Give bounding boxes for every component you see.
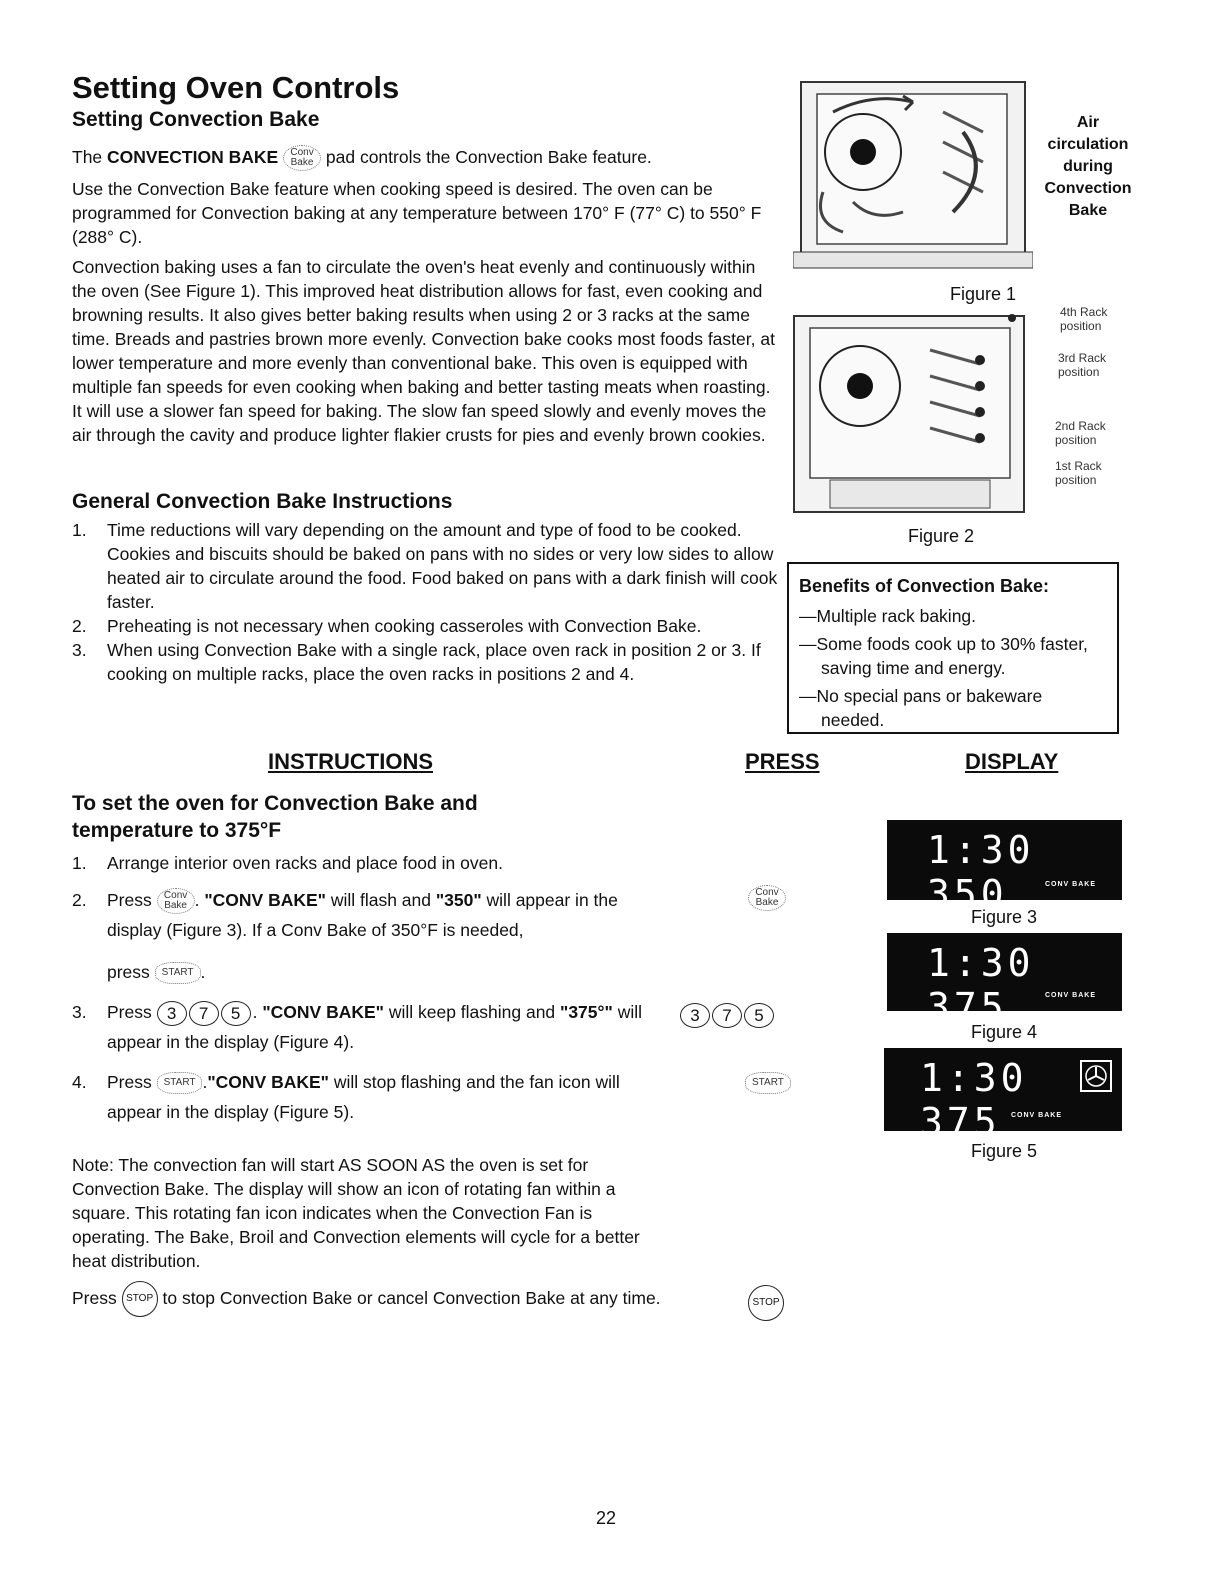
- figure-1-label: Figure 1: [950, 284, 1017, 304]
- figure-5-label: Figure 5: [971, 1141, 1038, 1161]
- conv-bake-pad-icon: Conv Bake: [157, 888, 195, 914]
- intro-paragraph-2: Convection baking uses a fan to circulate the oven's heat evenly and continuously within the oven (See Figure 1). This improved heat distribution allows for fast, even cooking and browning results. It also gives better baking results when using 2 or 3 racks at the same time. Breads and pastries brown more evenly. Convection bake cooks most foods faster, at lower temperature and more evenly than conventional bake. This oven is equipped with multiple fan speeds for even cooking when baking and better tasting meats when roasting. It will use a slower fan speed for baking. The slow fan speed slowly and evenly moves the air through the cavity and produce lighter flakier crusts for pies and evenly brown cookies.: [72, 257, 775, 446]
- page-number: 22: [596, 1508, 617, 1528]
- key-7-icon: 7: [189, 1001, 219, 1026]
- figure-2-label: Figure 2: [908, 526, 975, 546]
- figure-4-label: Figure 4: [971, 1022, 1038, 1042]
- display-temp: 350: [927, 872, 1008, 916]
- step-4: 4. Press START ."CONV BAKE" will stop flashing and the fan icon will appear in the display (Figure 5).: [72, 1072, 620, 1122]
- display-temp: 375: [920, 1100, 1001, 1144]
- benefits-heading: Benefits of Convection Bake:: [799, 576, 1050, 596]
- list-item: 1. Time reductions will vary depending on the amount and type of food to be cooked. Cookies and biscuits should be baked on pans with no sides or very low sides to allow heated air to circulate around the food. Food baked on pans with a dark finish will cook faster.: [72, 520, 778, 612]
- rack-label-3: 3rd Rack position: [1058, 351, 1107, 379]
- figure-1-caption: Air circulation during Convection Bake: [1044, 114, 1132, 219]
- stop-pad-icon: STOP: [122, 1281, 158, 1317]
- general-heading: General Convection Bake Instructions: [72, 490, 453, 513]
- display-mode-tag: CONV BAKE: [1010, 1112, 1062, 1119]
- display-figure-4: [887, 933, 1122, 1029]
- key-5-icon: 5: [221, 1001, 251, 1026]
- rack-label-1: 1st Rack position: [1055, 459, 1102, 487]
- rack-label-4: 4th Rack position: [1060, 305, 1108, 333]
- press-conv-bake: [748, 885, 786, 911]
- key-3-icon: 3: [157, 1001, 187, 1026]
- benefit-item: —No special pans or bakeware needed.: [799, 686, 1043, 730]
- press-stop: [748, 1285, 784, 1321]
- display-figure-3: [887, 820, 1122, 916]
- section-heading: Setting Convection Bake: [72, 108, 320, 131]
- step-1: 1. Arrange interior oven racks and place food in oven.: [72, 853, 503, 873]
- press-keys: [680, 1003, 776, 1028]
- intro-text: [72, 145, 780, 447]
- start-pad-icon: START: [157, 1072, 203, 1094]
- key-7-icon: 7: [712, 1003, 742, 1028]
- display-column-heading: DISPLAY: [965, 749, 1059, 774]
- figure-2-illustration: [790, 310, 1030, 520]
- stop-pad-icon: STOP: [748, 1285, 784, 1321]
- press-column-heading: PRESS: [745, 749, 820, 774]
- start-pad-icon: START: [745, 1072, 791, 1094]
- instructions-column-heading: INSTRUCTIONS: [268, 749, 433, 774]
- display-mode-tag: CONV BAKE: [1044, 881, 1096, 888]
- procedure-heading: To set the oven for Convection Bake and temperature to 375°F: [72, 792, 478, 842]
- page-title: Setting Oven Controls: [72, 70, 400, 105]
- step-2: 2. Press Conv Bake . "CONV BAKE" will flash and "350" will appear in the display (Figure 3). If a Conv Bake of 350°F is needed, press START .: [72, 885, 672, 987]
- benefit-item: —Multiple rack baking.: [799, 606, 977, 626]
- figure-1-illustration: [793, 72, 1033, 272]
- stop-instruction: Press STOP to stop Convection Bake or cancel Convection Bake at any time.: [72, 1280, 672, 1317]
- note-text: Note: The convection fan will start AS SOON AS the oven is set for Convection Bake. The display will show an icon of rotating fan within a square. This rotating fan icon indicates when the Convection Fan is operating. The Bake, Broil and Convection elements will cycle for a better heat distribution.: [72, 1155, 640, 1271]
- display-time: 1:30: [927, 828, 1035, 872]
- display-mode-tag: CONV BAKE: [1044, 992, 1096, 999]
- list-item: 3. When using Convection Bake with a single rack, place oven rack in position 2 or 3. If cooking on multiple racks, place the oven racks in positions 2 and 4.: [72, 640, 761, 684]
- conv-bake-pad-icon: Conv Bake: [748, 885, 786, 911]
- press-start: [745, 1072, 791, 1094]
- intro-line: The CONVECTION BAKE Conv Bake pad controls the Convection Bake feature.: [72, 145, 780, 171]
- general-list: [72, 518, 778, 686]
- display-time: 1:30: [920, 1056, 1028, 1100]
- fan-icon: [1080, 1060, 1112, 1092]
- key-3-icon: 3: [680, 1003, 710, 1028]
- display-figure-5: [884, 1048, 1122, 1144]
- rack-label-2: 2nd Rack position: [1055, 419, 1106, 447]
- benefits-box: [787, 562, 1119, 734]
- key-5-icon: 5: [744, 1003, 774, 1028]
- intro-paragraph-1: Use the Convection Bake feature when cooking speed is desired. The oven can be programmed for Convection baking at any temperature between 170° F (77° C) to 550° F (288° C).: [72, 179, 762, 248]
- conv-bake-pad-icon: Conv Bake: [283, 145, 321, 171]
- benefit-item: —Some foods cook up to 30% faster, saving time and energy.: [799, 634, 1088, 678]
- step-3: 3. Press 3 7 5 . "CONV BAKE" will keep flashing and "375°" will appear in the display (Figure 4).: [72, 1002, 642, 1052]
- list-item: 2. Preheating is not necessary when cooking casseroles with Convection Bake.: [72, 616, 702, 636]
- start-pad-icon: START: [155, 962, 201, 984]
- procedure-steps: [72, 851, 672, 1127]
- display-temp: 375: [927, 985, 1008, 1029]
- display-time: 1:30: [927, 941, 1035, 985]
- figure-3-label: Figure 3: [971, 907, 1038, 927]
